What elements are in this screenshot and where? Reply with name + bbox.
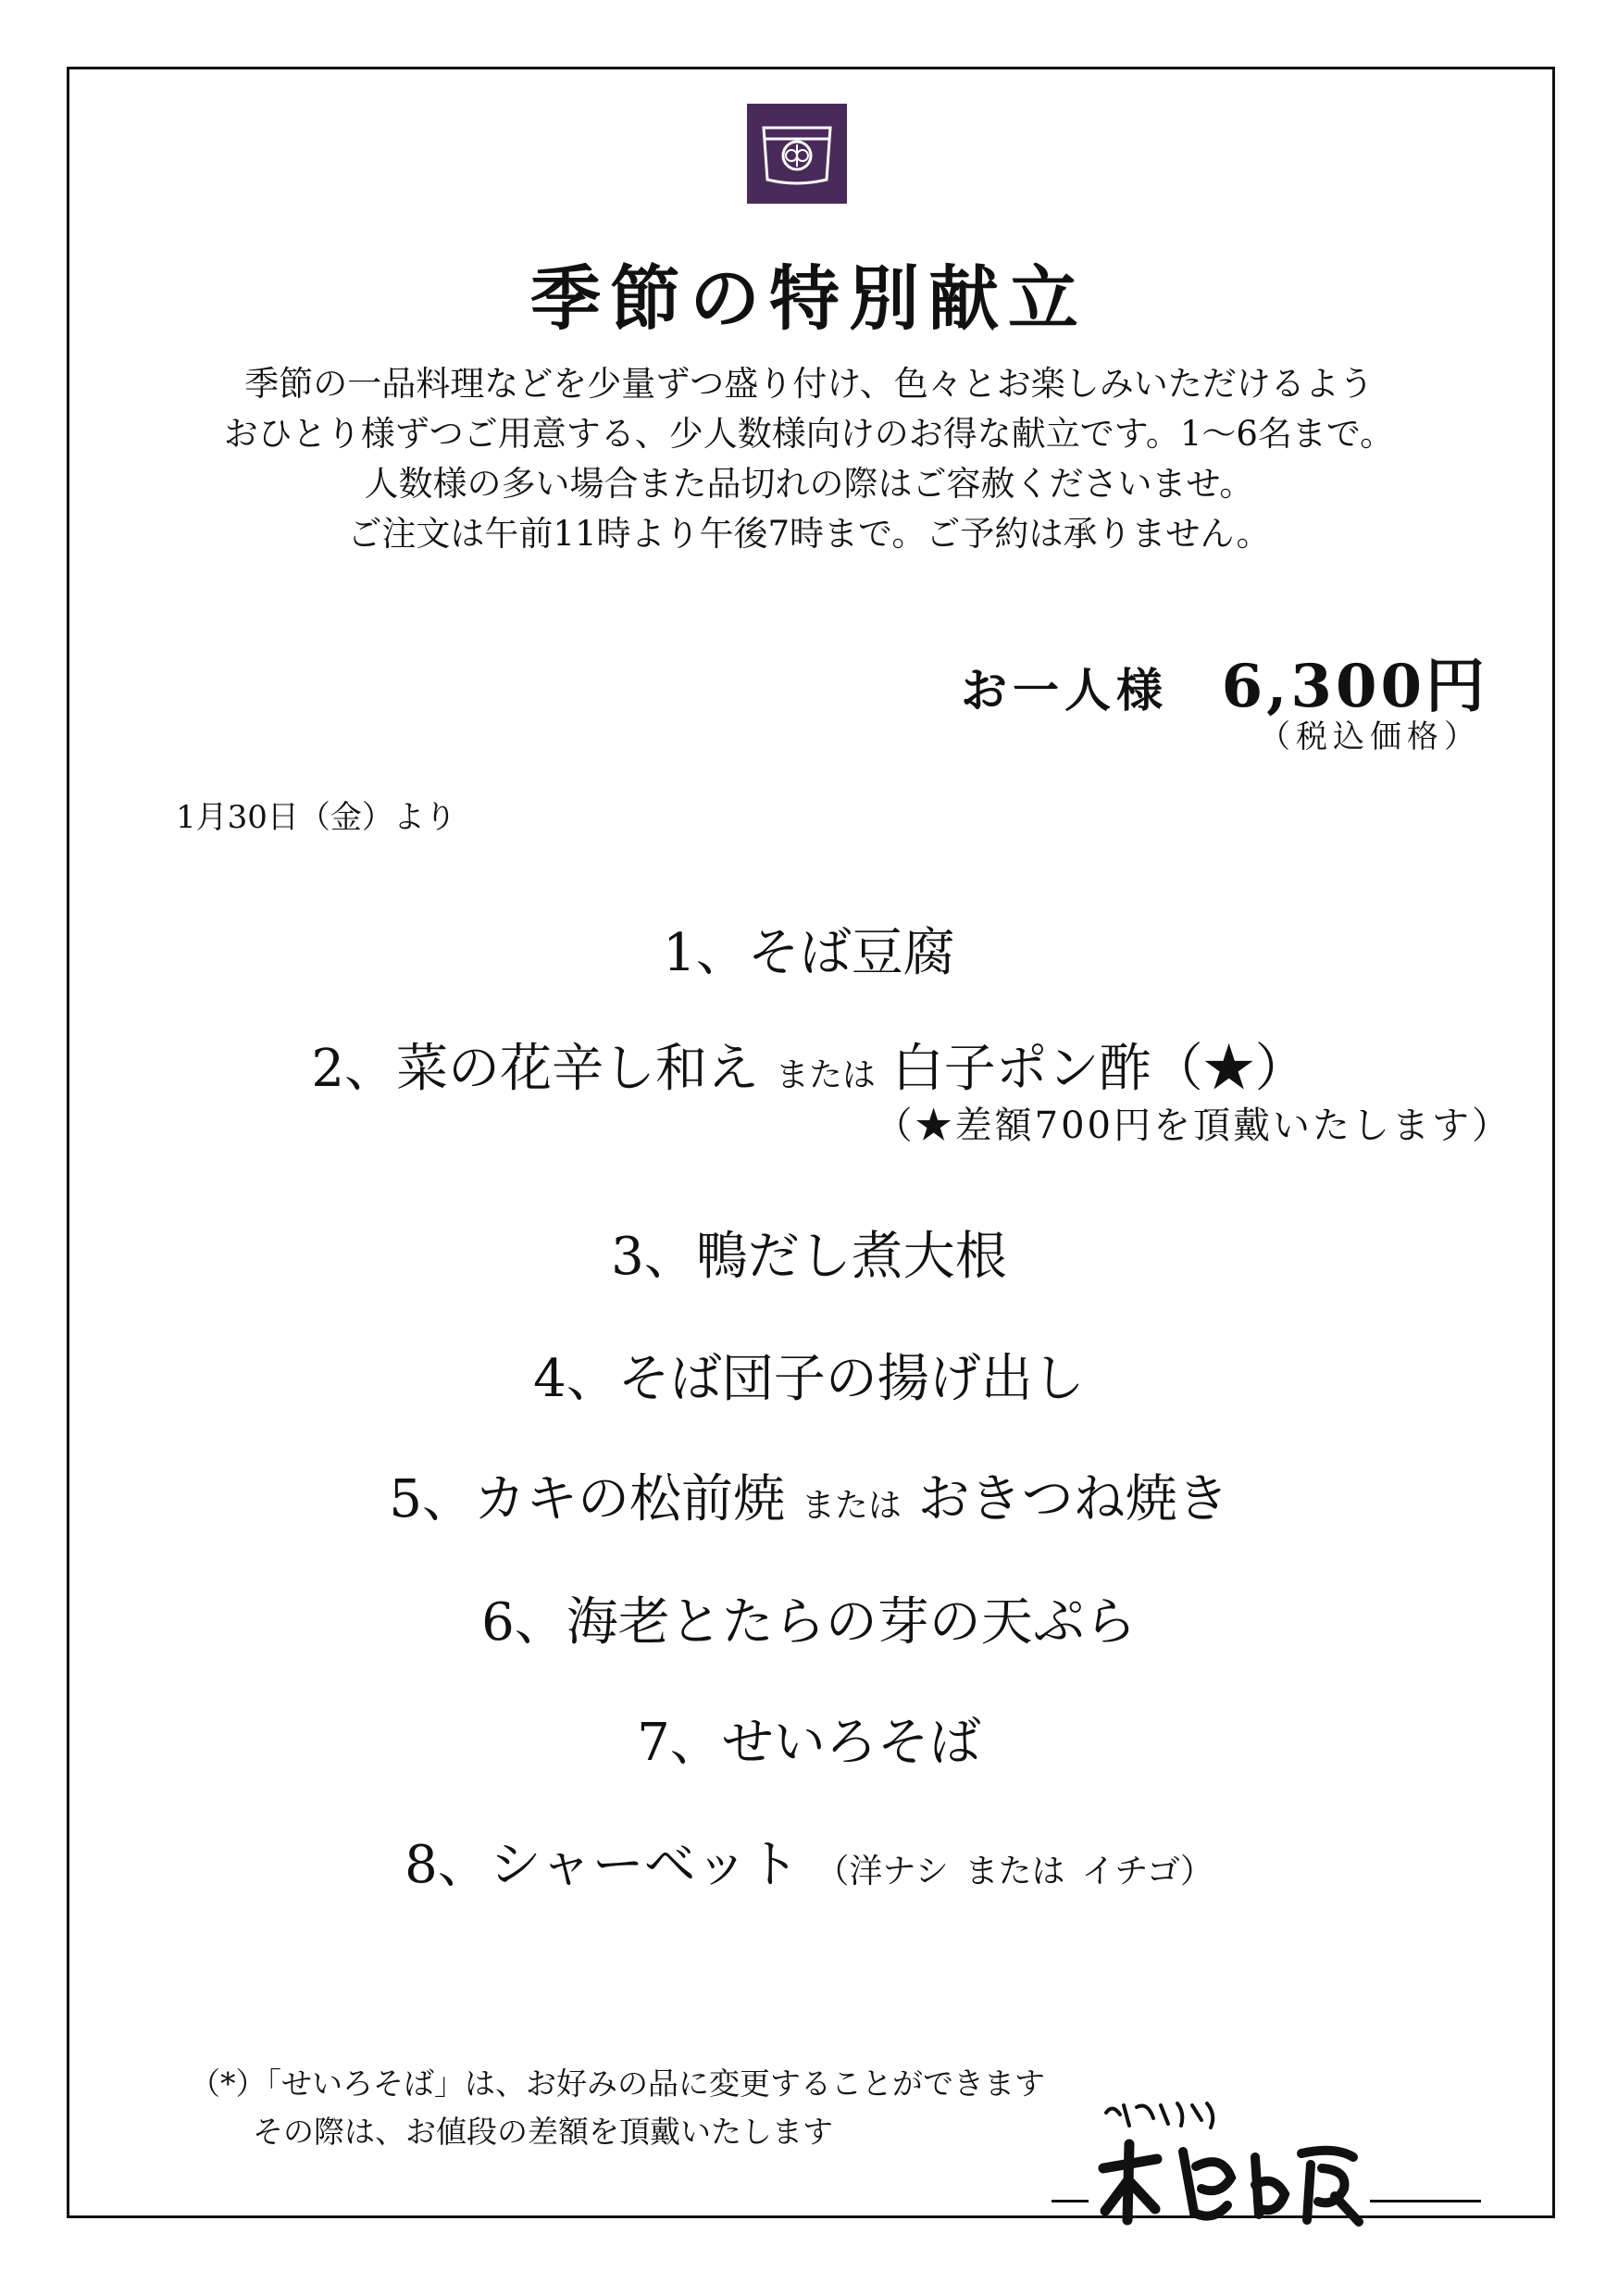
footnote <box>190 2060 1045 2156</box>
course-item-text: 8、シャーベット <box>404 1835 800 1895</box>
course-item-text: 6、海老とたらの芽の天ぷら <box>481 1592 1137 1653</box>
course-item-text: 2、菜の花辛し和え <box>311 1039 759 1099</box>
course-item-text: 4、そば団子の揚げ出し <box>533 1349 1085 1409</box>
course-item-text: 7、せいろそば <box>637 1713 981 1773</box>
alternative-word: または <box>801 1487 902 1525</box>
intro-line: ご注文は午前11時より午後7時まで。ご予約は承りません。 <box>347 514 1271 554</box>
surcharge-note: （★差額700円を頂戴いたします） <box>875 1104 1512 1147</box>
course-item-4 <box>0 1338 1618 1412</box>
course-item-text: 1、そば豆腐 <box>663 923 955 983</box>
course-item-text: 3、鴨だし煮大根 <box>611 1227 1007 1287</box>
intro-line: 季節の一品料理などを少量ずつ盛り付け、色々とお楽しみいただけるよう <box>244 364 1374 404</box>
course-item-5 <box>0 1458 1618 1532</box>
course-item-alternative: おきつね焼き <box>917 1469 1229 1529</box>
course-item-7 <box>0 1702 1618 1776</box>
tax-note: （税込価格） <box>1259 718 1481 755</box>
start-date: 1月30日（金）より <box>176 799 456 836</box>
signature-rule-right <box>1370 2200 1481 2202</box>
footnote-line: その際は、お値段の差額を頂戴いたします <box>253 2114 833 2150</box>
alternative-word: または <box>775 1056 876 1094</box>
course-item-1 <box>0 912 1618 986</box>
course-item-sub: （洋ナシ <box>815 1853 949 1890</box>
intro-text <box>0 359 1618 559</box>
page-title: 季節の特別献立 <box>530 257 1088 340</box>
intro-line: 人数様の多い場合また品切れの際はご容赦くださいませ。 <box>364 464 1254 504</box>
course-item-sub: イチゴ） <box>1081 1853 1214 1890</box>
price-value: 6,300円 <box>1221 652 1488 721</box>
course-item-2 <box>0 1028 1618 1102</box>
course-item-6 <box>0 1581 1618 1655</box>
signature-rule-left <box>1052 2200 1089 2202</box>
course-item-3 <box>0 1216 1618 1290</box>
price-label: お一人様 <box>961 663 1169 718</box>
course-item-8 <box>0 1824 1618 1898</box>
course-item-text: 5、カキの松前焼 <box>389 1469 785 1529</box>
alternative-word: または <box>965 1853 1065 1890</box>
crest-logo-icon <box>747 104 847 204</box>
shop-signature-logo <box>1092 2092 1370 2231</box>
intro-line: おひとり様ずつご用意する、少人数様向けのお得な献立です。1～6名まで。 <box>223 414 1395 454</box>
course-item-alternative: 白子ポン酢（★） <box>891 1039 1307 1099</box>
footnote-line: （*）「せいろそば」は、お好みの品に変更することができます <box>190 2065 1045 2102</box>
